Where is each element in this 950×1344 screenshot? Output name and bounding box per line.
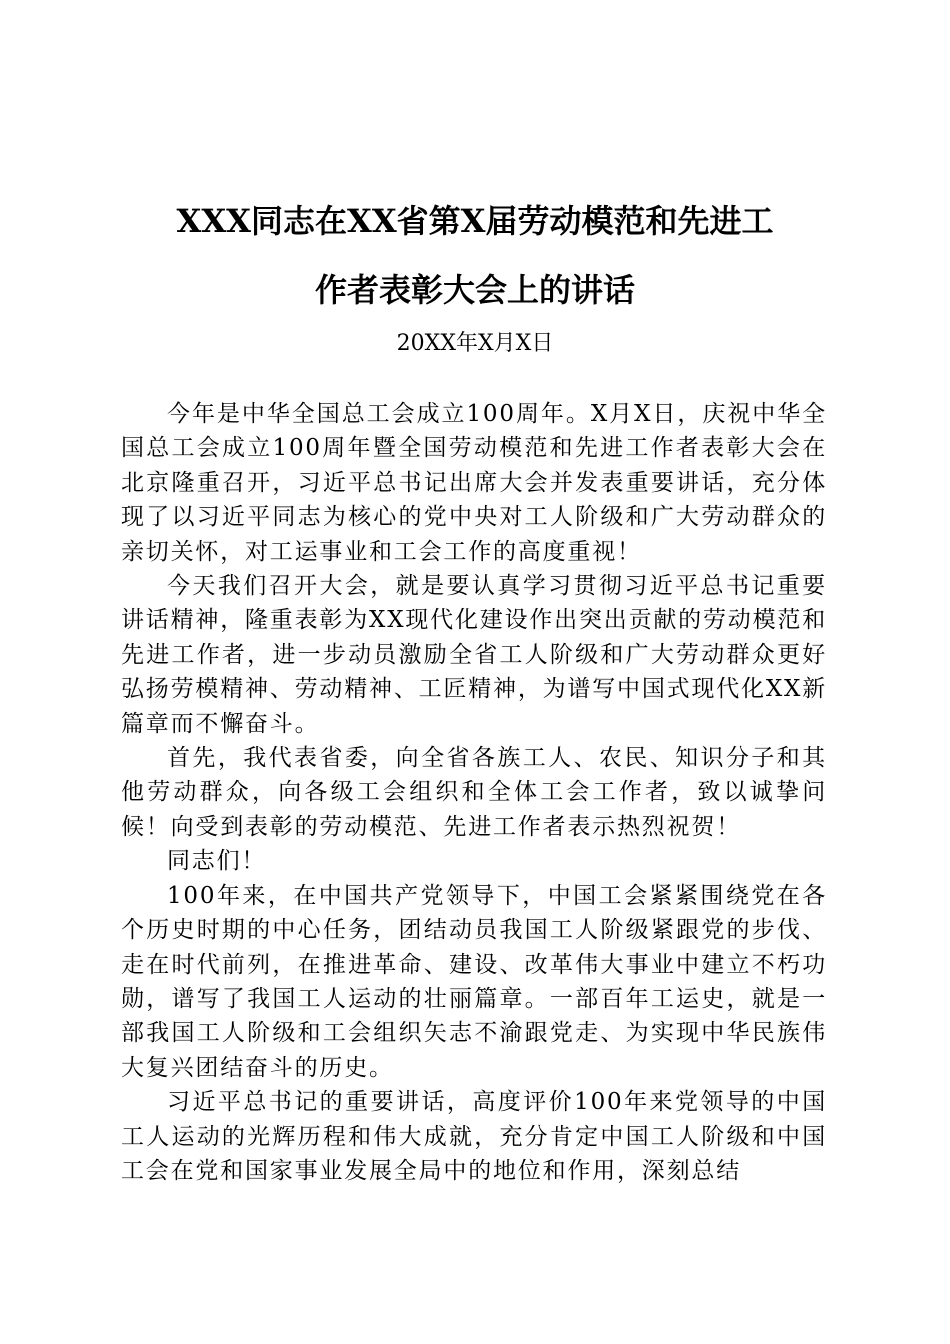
paragraph: 首先，我代表省委，向全省各族工人、农民、知识分子和其他劳动群众，向各级工会组织和全体工会工作者，致以诚挚问候！向受到表彰的劳动模范、先进工作者表示热烈祝贺！ (121, 745, 827, 840)
document-title-line-2: 作者表彰大会上的讲话 (314, 271, 635, 309)
document-title-line-1: XXX同志在XX省第X届劳动模范和先进工 (176, 202, 774, 240)
paragraph: 今天我们召开大会，就是要认真学习贯彻习近平总书记重要讲话精神，隆重表彰为XX现代化建设作出突出贡献的劳动模范和先进工作者，进一步动员激励全省工人阶级和广大劳动群众更好弘扬劳模精神、劳动精神、工匠精神，为谱写中国式现代化XX新篇章而不懈奋斗。 (121, 573, 827, 737)
document-date: 20XX年X月X日 (396, 331, 554, 356)
paragraph: 今年是中华全国总工会成立100周年。X月X日，庆祝中华全国总工会成立100周年暨全国劳动模范和先进工作者表彰大会在北京隆重召开，习近平总书记出席大会并发表重要讲话，充分体现了以习近平同志为核心的党中央对工人阶级和广大劳动群众的亲切关怀，对工运事业和工会工作的高度重视！ (121, 401, 827, 565)
paragraph: 习近平总书记的重要讲话，高度评价100年来党领导的中国工人运动的光辉历程和伟大成就，充分肯定中国工人阶级和中国工会在党和国家事业发展全局中的地位和作用，深刻总结 (121, 1089, 827, 1184)
paragraph: 同志们！ (167, 848, 267, 875)
paragraph: 100年来，在中国共产党领导下，中国工会紧紧围绕党在各个历史时期的中心任务，团结动员我国工人阶级紧跟党的步伐、走在时代前列，在推进革命、建设、改革伟大事业中建立不朽功勋，谱写了我国工人运动的壮丽篇章。一部百年工运史，就是一部我国工人阶级和工会组织矢志不渝跟党走、为实现中华民族伟大复兴团结奋斗的历史。 (121, 882, 827, 1081)
document-body (121, 397, 827, 1188)
